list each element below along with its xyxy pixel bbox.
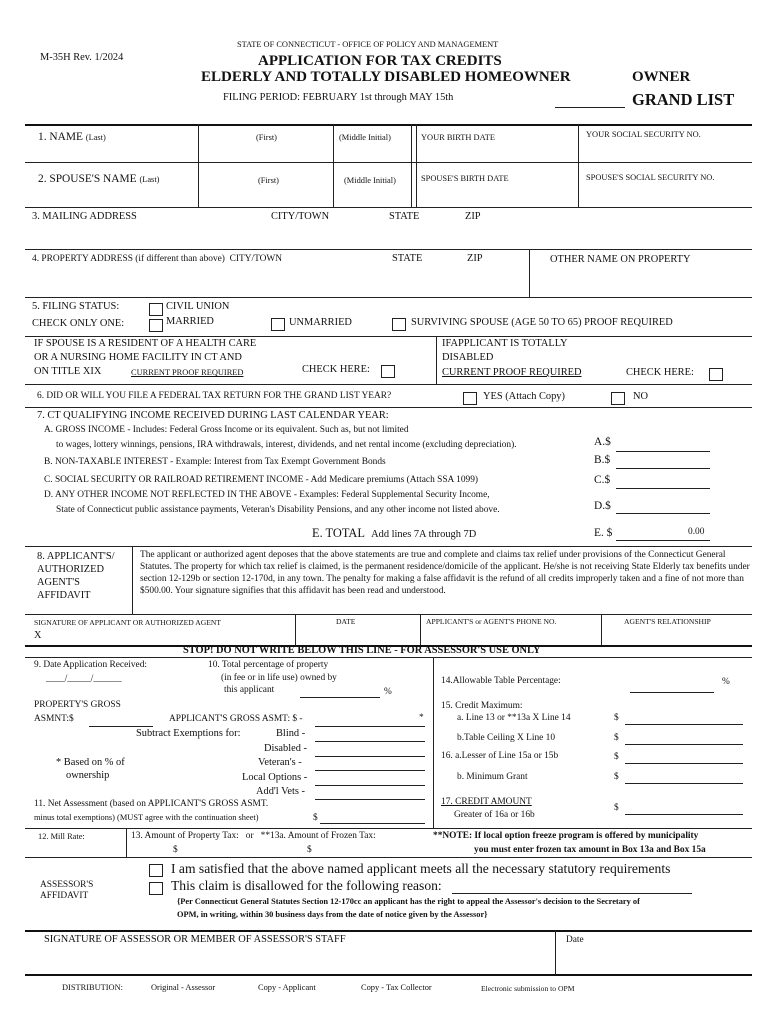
allowable-pct-sign: % [722, 677, 730, 687]
disabled-field[interactable] [315, 756, 425, 757]
income-section-title: 7. CT QUALIFYING INCOME RECEIVED DURING LAST CALENDAR YEAR: [37, 410, 389, 421]
form-id: M-35H Rev. 1/2024 [40, 52, 124, 63]
federal-no-label: NO [633, 391, 649, 402]
signature-label: SIGNATURE OF APPLICANT OR AUTHORIZED AGENT [34, 618, 221, 627]
civil-union-checkbox[interactable] [149, 303, 163, 316]
property-state-label: STATE [392, 253, 423, 264]
civil-union-label: CIVIL UNION [166, 301, 230, 312]
credit-amount-field[interactable] [625, 814, 743, 815]
health-check-label: CHECK HERE: [302, 364, 370, 375]
unmarried-checkbox[interactable] [271, 318, 285, 331]
married-label: MARRIED [166, 316, 214, 327]
line-e-label: E. $ [594, 527, 613, 539]
distribution-applicant: Copy - Applicant [258, 983, 316, 992]
allowable-pct-label: 14.Allowable Table Percentage: [441, 676, 561, 686]
health-care-line2: OR A NURSING HOME FACILITY IN CT AND [34, 352, 242, 363]
form-title: APPLICATION FOR TAX CREDITS [258, 53, 502, 69]
pct-line3: this applicant [224, 685, 275, 695]
net-assessment-note: minus total exemptions) (MUST agree with the continuation sheet) [34, 813, 259, 822]
health-care-line3: ON TITLE XIX [34, 366, 102, 377]
lesser-field[interactable] [625, 763, 743, 764]
pct-line1: 10. Total percentage of property [208, 660, 329, 670]
divider [25, 614, 752, 615]
phone-label: APPLICANT'S or AGENT'S PHONE NO. [426, 617, 557, 626]
health-care-checkbox[interactable] [381, 365, 395, 378]
local-options-field[interactable] [315, 785, 425, 786]
other-income-line1: D. ANY OTHER INCOME NOT REFLECTED IN THE ABOVE - Examples: Federal Supplemental Security Income, [44, 490, 490, 500]
minimum-grant-field[interactable] [625, 783, 743, 784]
minimum-grant-dollar: $ [614, 772, 619, 782]
name-label: 1. NAME (Last) [38, 131, 106, 143]
stop-banner: STOP! DO NOT WRITE BELOW THIS LINE - FOR ASSESSOR'S USE ONLY [183, 645, 541, 656]
divider [601, 614, 602, 645]
lesser-label: 16. a.Lesser of Line 15a or 15b [441, 751, 559, 761]
divider [25, 407, 752, 408]
credit-max-a-dollar: $ [614, 713, 619, 723]
subtract-exemptions-label: Subtract Exemptions for: [136, 728, 241, 739]
pct-owned-field[interactable] [300, 697, 380, 698]
spouse-name-label: 2. SPOUSE'S NAME (Last) [38, 173, 160, 185]
local-options-label: Local Options - [242, 772, 308, 783]
assessor-date-label: Date [566, 935, 584, 945]
divider [420, 614, 421, 645]
veterans-field[interactable] [315, 770, 425, 771]
blind-label: Blind - [276, 728, 306, 739]
allowable-pct-field[interactable] [630, 692, 714, 693]
divider [25, 857, 752, 858]
veterans-label: Veteran's - [258, 757, 302, 768]
distribution-electronic: Electronic submission to OPM [481, 984, 575, 993]
social-security-label: C. SOCIAL SECURITY OR RAILROAD RETIREMENT INCOME - Add Medicare premiums (Attach SSA 1099) [44, 475, 478, 485]
divider [416, 124, 417, 207]
divider [25, 974, 752, 976]
surviving-spouse-checkbox[interactable] [392, 318, 406, 331]
affidavit-text: The applicant or authorized agent deposes that the above statements are true and complete and claims tax relief under provisions of the Connecticut General Statutes. The property for which tax relief is claimed, is the permanent residence/domicile of the applicant. He/she is not receiving State Elderly tax benefits under section 12-129b or section 12-170d, in any town. The penalty for making a false affidavit is the refund of all credits improperly taken and a fine of not more than $500.00. Your signature signifies that this affidavit has been read and understood. [140, 550, 750, 596]
property-address-label: 4. PROPERTY ADDRESS (if different than above) CITY/TOWN [32, 254, 283, 264]
assessor-signature-label: SIGNATURE OF ASSESSOR OR MEMBER OF ASSESSOR'S STAFF [44, 934, 346, 945]
distribution-collector: Copy - Tax Collector [361, 983, 432, 992]
property-zip-label: ZIP [467, 253, 483, 264]
divider [126, 828, 127, 857]
net-assessment-dollar: $ [313, 813, 318, 823]
divider [25, 657, 752, 658]
ownership-label: ownership [66, 770, 110, 781]
distribution-original: Original - Assessor [151, 983, 216, 992]
gross-assessment-dollar: ASMNT:$ [34, 714, 74, 724]
divider [555, 930, 556, 974]
credit-amount-label: 17. CREDIT AMOUNT [441, 797, 532, 807]
freeze-note-line2: you must enter frozen tax amount in Box 13a and Box 15a [474, 845, 706, 855]
married-checkbox[interactable] [149, 319, 163, 332]
addl-vets-label: Add'l Vets - [256, 786, 306, 797]
property-tax-label: 13. Amount of Property Tax: or **13a. Amount of Frozen Tax: [131, 831, 376, 841]
divider [25, 162, 752, 163]
applicant-gross-field[interactable] [315, 726, 425, 727]
signature-x: X [34, 630, 42, 641]
mailing-address-label: 3. MAILING ADDRESS [32, 211, 137, 222]
credit-max-b-field[interactable] [625, 744, 743, 745]
total-value: 0.00 [688, 527, 705, 537]
mailing-zip-label: ZIP [465, 211, 481, 222]
surviving-spouse-label: SURVIVING SPOUSE (AGE 50 TO 65) PROOF REQUIRED [411, 317, 673, 328]
addl-vets-field[interactable] [315, 799, 425, 800]
gross-income-line2: to wages, lottery winnings, pensions, IRA withdrawals, interest, dividends, and net rental income (excluding depreciation). [56, 440, 517, 450]
grand-list-label: GRAND LIST [632, 90, 735, 109]
disabled-line1: IFAPPLICANT IS TOTALLY [442, 338, 568, 349]
health-care-line1: IF SPOUSE IS A RESIDENT OF A HEALTH CARE [34, 338, 257, 349]
divider [529, 249, 530, 297]
property-tax-dollar: $ [173, 845, 178, 855]
filing-status-label: 5. FILING STATUS: [32, 301, 120, 312]
date-received-label: 9. Date Application Received: [34, 660, 147, 670]
divider [25, 249, 752, 250]
credit-max-a: a. Line 13 or **13a X Line 14 [457, 713, 571, 723]
line-a-field[interactable] [616, 451, 710, 452]
federal-yes-label: YES (Attach Copy) [483, 391, 565, 402]
relationship-label: AGENT'S RELATIONSHIP [624, 617, 711, 626]
check-one-label: CHECK ONLY ONE: [32, 318, 125, 329]
non-taxable-interest-label: B. NON-TAXABLE INTEREST - Example: Interest from Tax Exempt Government Bonds [44, 457, 386, 467]
divider [436, 336, 437, 384]
blind-field[interactable] [315, 741, 425, 742]
appeal-line1: {Per Connecticut General Statutes Section 12-170cc an applicant has the right to appeal the Assessor's decision to the Secretary of [177, 897, 640, 906]
disabled-proof-required: CURRENT PROOF REQUIRED [442, 367, 582, 378]
divider [25, 297, 752, 298]
disallow-checkbox[interactable] [149, 882, 163, 895]
line-b-label: B.$ [594, 454, 611, 466]
disallow-label: This claim is disallowed for the following reason: [171, 878, 442, 893]
applicant-gross-star: * [419, 713, 424, 723]
gross-income-line1: A. GROSS INCOME - Includes: Federal Gross Income or its equivalent. Such as, but not limited [44, 425, 409, 435]
disabled-check-label: CHECK HERE: [626, 367, 694, 378]
line-d-label: D.$ [594, 500, 611, 512]
pct-line2: (in fee or in life use) owned by [221, 673, 337, 683]
divider [25, 546, 752, 547]
spouse-ssn-label: SPOUSE'S SOCIAL SECURITY NO. [586, 173, 715, 182]
divider [25, 930, 752, 932]
divider [25, 336, 752, 337]
approve-label: I am satisfied that the above named applicant meets all the necessary statutory requirements [171, 861, 671, 876]
divider [25, 207, 752, 208]
based-on-label: * Based on % of [56, 757, 125, 768]
divider [25, 384, 752, 385]
gross-assessment-field[interactable] [89, 726, 153, 727]
disabled-exempt-label: Disabled - [264, 743, 307, 754]
line-d-field[interactable] [616, 513, 710, 514]
credit-max-a-field[interactable] [625, 724, 743, 725]
health-proof-required: CURRENT PROOF REQUIRED [131, 368, 244, 377]
pct-sign: % [384, 687, 392, 697]
gross-assessment-label: PROPERTY'S GROSS [34, 700, 121, 710]
middle-initial-label: (Middle Initial) [339, 133, 391, 142]
minimum-grant-label: b. Minimum Grant [457, 772, 528, 782]
agency-name: STATE OF CONNECTICUT - OFFICE OF POLICY AND MANAGEMENT [237, 40, 499, 49]
disabled-line2: DISABLED [442, 352, 494, 363]
net-assessment-label: 11. Net Assessment (based on APPLICANT'S GROSS ASMT. [34, 799, 269, 809]
federal-no-checkbox[interactable] [611, 392, 625, 405]
mill-rate-label: 12. Mill Rate: [38, 832, 85, 841]
date-received-field[interactable]: ____/_____/______ [46, 674, 122, 684]
other-income-line2: State of Connecticut public assistance payments, Veteran's Disability Pensions, and any other income not listed above. [56, 505, 500, 515]
spouse-middle-label: (Middle Initial) [344, 176, 396, 185]
birth-date-label: YOUR BIRTH DATE [421, 133, 495, 142]
line-e-field[interactable] [616, 540, 710, 541]
filing-period: FILING PERIOD: FEBRUARY 1st through MAY 15th [223, 92, 454, 103]
signature-date-label: DATE [336, 617, 356, 626]
credit-amount-dollar: $ [614, 803, 619, 813]
unmarried-label: UNMARRIED [289, 317, 352, 328]
line-b-field[interactable] [616, 468, 710, 469]
disallow-reason-field[interactable] [452, 893, 692, 894]
line-c-label: C.$ [594, 474, 611, 486]
other-name-label: OTHER NAME ON PROPERTY [550, 254, 691, 265]
divider [333, 124, 334, 207]
approve-checkbox[interactable] [149, 864, 163, 877]
grand-list-year-field[interactable] [555, 107, 625, 108]
first-name-label: (First) [256, 133, 277, 142]
ssn-label: YOUR SOCIAL SECURITY NO. [586, 130, 701, 139]
credit-amount-sub: Greater of 16a or 16b [454, 810, 535, 820]
divider [433, 657, 434, 828]
divider [132, 546, 133, 614]
owner-label: OWNER [632, 69, 691, 85]
spouse-first-label: (First) [258, 176, 279, 185]
affidavit-label: 8. APPLICANT'S/ AUTHORIZED AGENT'S AFFIDAVIT [37, 551, 115, 601]
divider [25, 828, 752, 829]
total-label: E. TOTAL Add lines 7A through 7D [312, 526, 477, 540]
federal-yes-checkbox[interactable] [463, 392, 477, 405]
assessor-affidavit-label: ASSESSOR'S AFFIDAVIT [40, 880, 94, 901]
freeze-note-line1: **NOTE: If local option freeze program is offered by municipality [433, 831, 699, 841]
net-assessment-field[interactable] [320, 823, 425, 824]
frozen-tax-dollar: $ [307, 845, 312, 855]
divider [578, 124, 579, 207]
divider [411, 124, 412, 207]
applicant-gross-label: APPLICANT'S GROSS ASMT: $ - [169, 714, 303, 724]
credit-max-label: 15. Credit Maximum: [441, 701, 523, 711]
credit-max-b: b.Table Ceiling X Line 10 [457, 733, 556, 743]
divider [25, 124, 752, 126]
form-subtitle: ELDERLY AND TOTALLY DISABLED HOMEOWNER [201, 69, 571, 85]
federal-return-question: 6. DID OR WILL YOU FILE A FEDERAL TAX RETURN FOR THE GRAND LIST YEAR? [37, 391, 392, 401]
mailing-city-label: CITY/TOWN [271, 211, 330, 222]
disabled-checkbox[interactable] [709, 368, 723, 381]
divider [198, 124, 199, 207]
line-c-field[interactable] [616, 488, 710, 489]
appeal-line2: OPM, in writing, within 30 business days from the date of notice given by the Assessor} [177, 910, 488, 919]
mailing-state-label: STATE [389, 211, 420, 222]
lesser-dollar: $ [614, 752, 619, 762]
credit-max-b-dollar: $ [614, 733, 619, 743]
spouse-birth-label: SPOUSE'S BIRTH DATE [421, 174, 509, 183]
divider [295, 614, 296, 645]
line-a-label: A.$ [594, 436, 611, 448]
distribution-label: DISTRIBUTION: [62, 983, 123, 992]
